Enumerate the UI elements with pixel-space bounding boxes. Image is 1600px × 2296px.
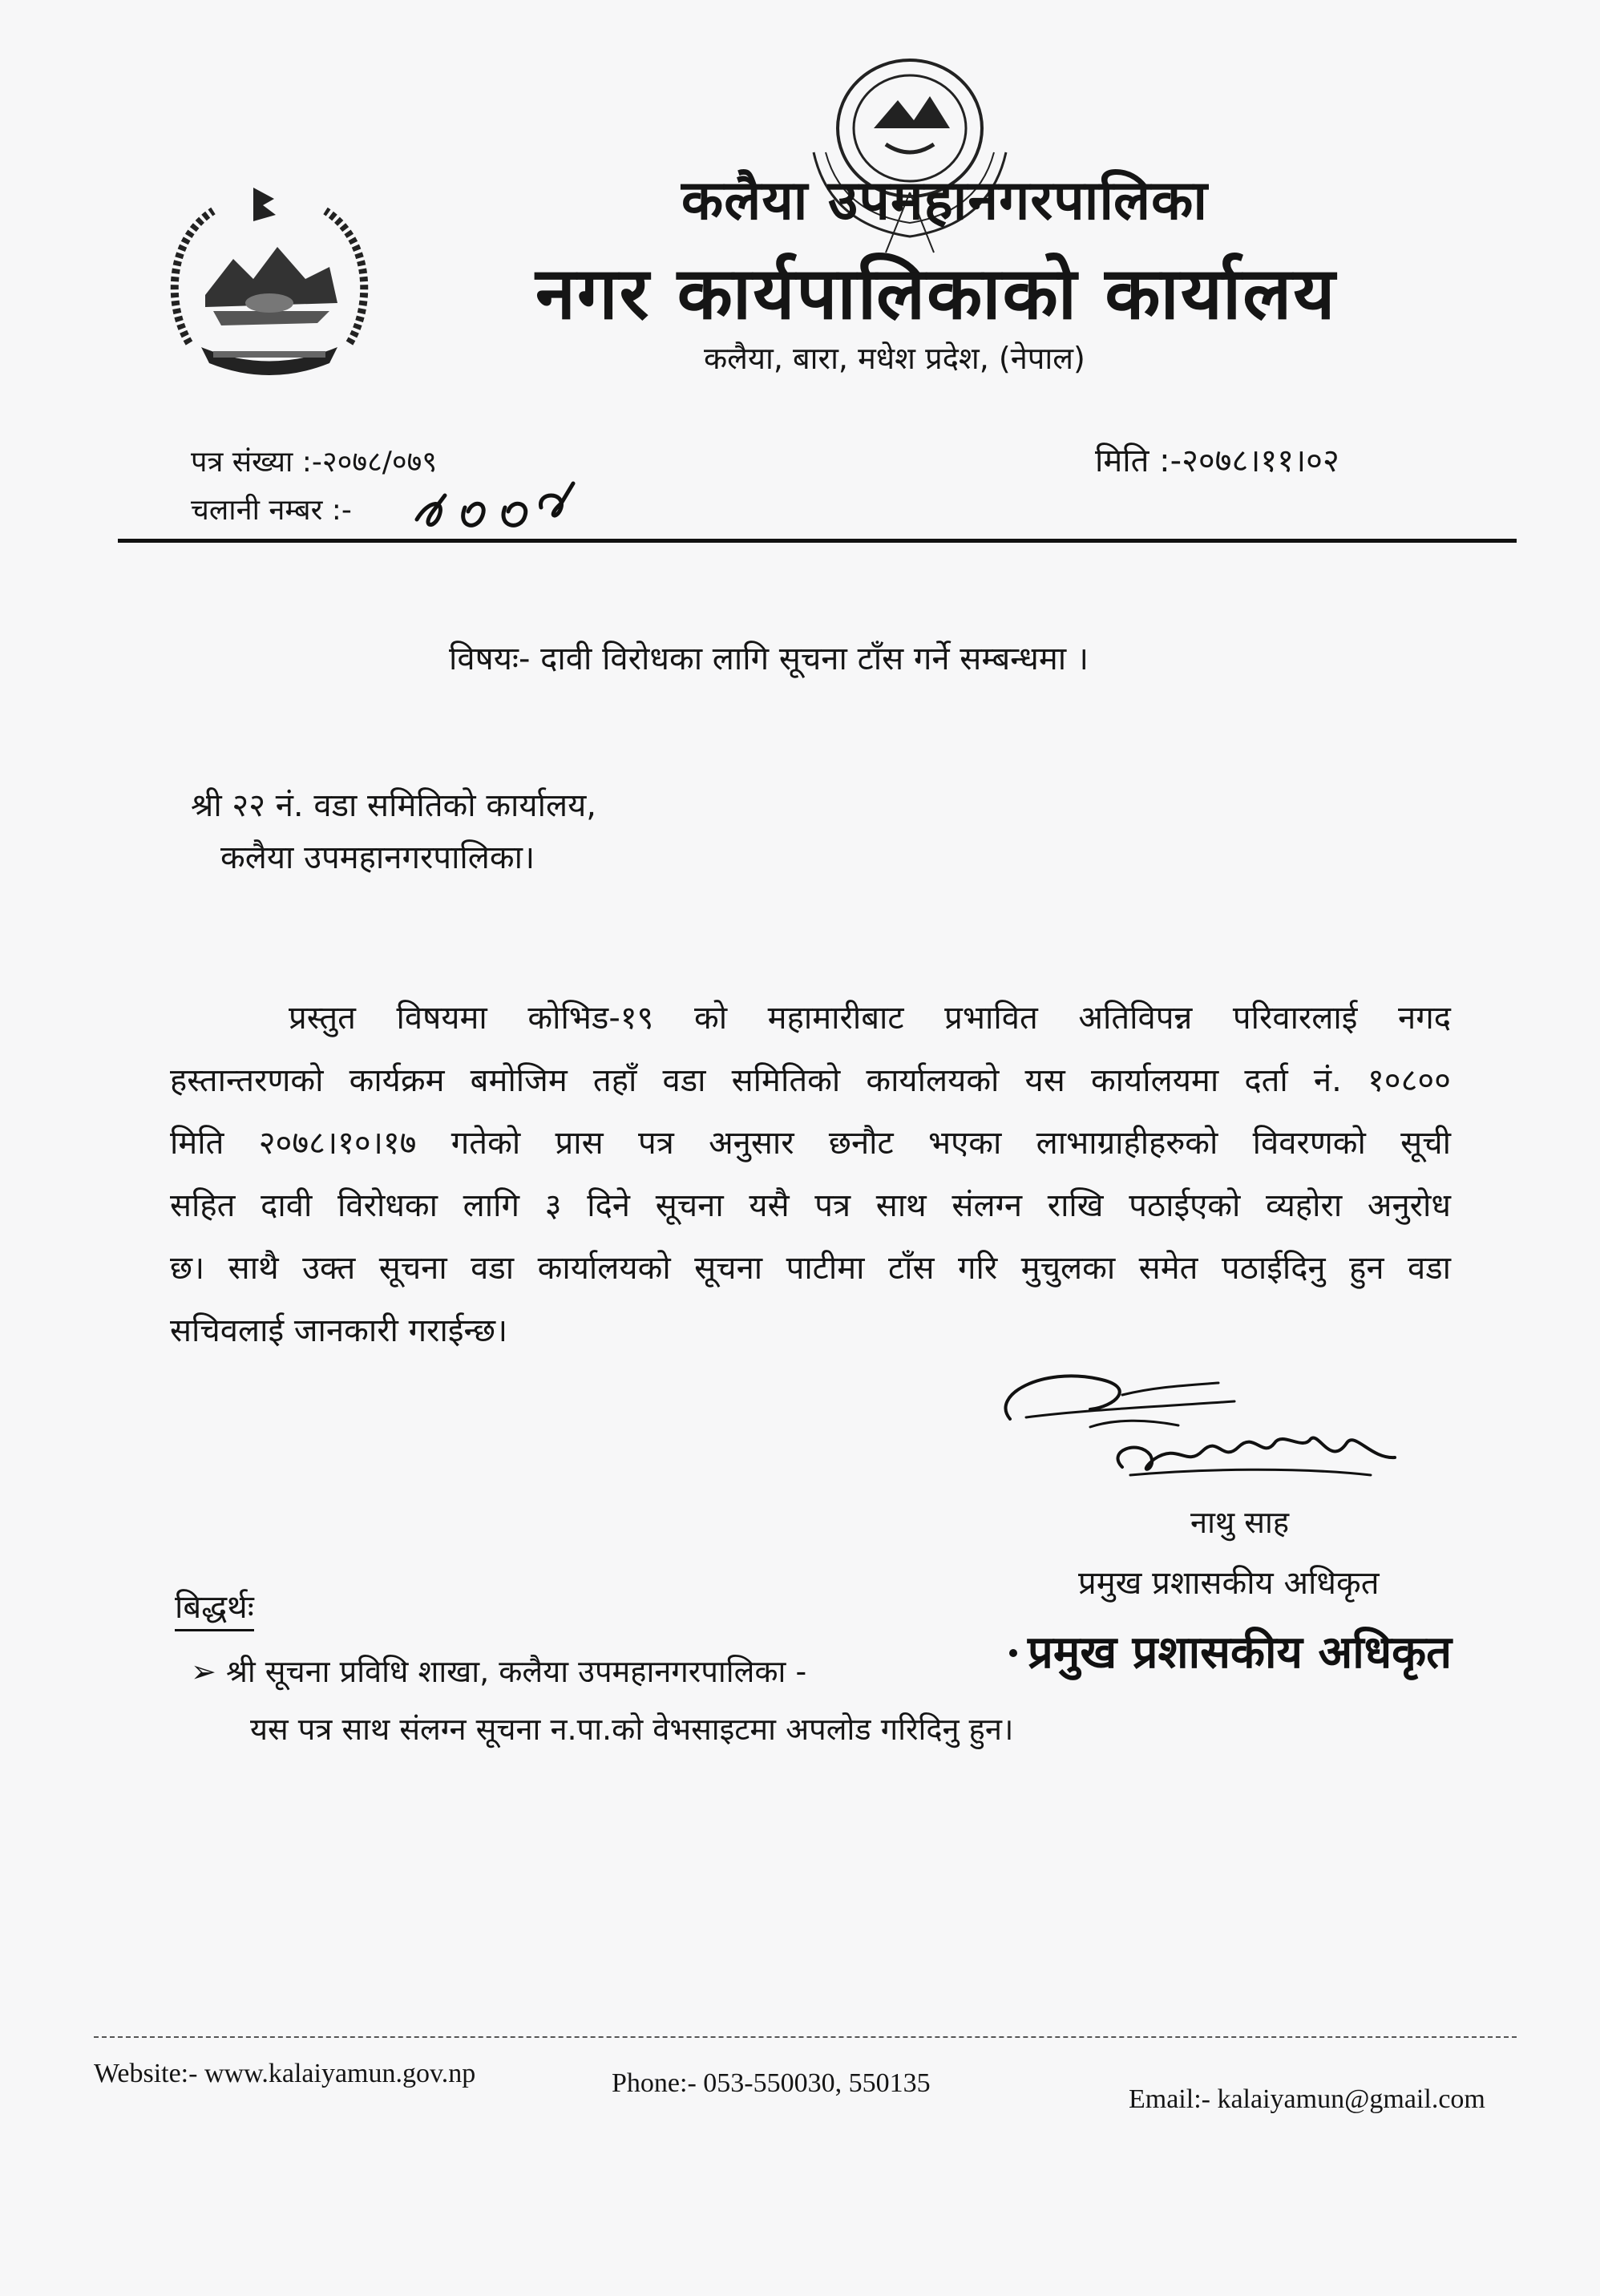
dispatch-number-handwritten bbox=[409, 471, 593, 544]
footer-email: Email:- kalaiyamun@gmail.com bbox=[1129, 2084, 1485, 2114]
letter-number: पत्र संख्या :-२०७८/०७९ bbox=[191, 446, 438, 479]
signatory-title: प्रमुख प्रशासकीय अधिकृत bbox=[1078, 1565, 1380, 1602]
body-text-line: प्रस्तुत विषयमा कोभिड-१९ को महामारीबाट प्रभावित अतिविपन्न परिवारलाई नगद bbox=[289, 1000, 1451, 1037]
body-text-line: सचिवलाई जानकारी गराईन्छ। bbox=[170, 1312, 508, 1349]
header-divider bbox=[118, 539, 1517, 543]
letter-subject: विषयः- दावी विरोधका लागि सूचना टाँस गर्ने सम्बन्धमा । bbox=[449, 641, 1089, 677]
dispatch-number-label: चलानी नम्बर :- bbox=[191, 494, 352, 527]
handwritten-signature bbox=[994, 1363, 1443, 1503]
body-text-line: छ। साथै उक्त सूचना वडा कार्यालयको सूचना पाटीमा टाँस गरि मुचुलका समेत पठाईदिनु हुन वडा bbox=[170, 1250, 1451, 1287]
stamp-text: प्रमुख प्रशासकीय अधिकृत bbox=[1028, 1627, 1453, 1679]
body-text-line: मिति २०७८।१०।१७ गतेको प्रास पत्र अनुसार छनौट भएका लाभाग्राहीहरुको विवरणको सूची bbox=[170, 1125, 1451, 1162]
footer-website: Website:- www.kalaiyamun.gov.np bbox=[94, 2059, 476, 2088]
arrow-bullet-icon: ➢ bbox=[191, 1654, 216, 1689]
office-address: कलैया, बारा, मधेश प्रदेश, (नेपाल) bbox=[704, 341, 1085, 376]
body-text-line: सहित दावी विरोधका लागि ३ दिने सूचना यसै पत्र साथ संलग्न राखि पठाईएको व्यहोरा अनुरोध bbox=[170, 1187, 1451, 1224]
footer-divider bbox=[94, 2036, 1517, 2038]
letter-date: मिति :-२०७८।११।०२ bbox=[1095, 443, 1339, 479]
nepal-emblem-icon bbox=[157, 183, 382, 383]
signatory-name: नाथु साह bbox=[1190, 1505, 1290, 1540]
municipality-name: कलैया उपमहानगरपालिका bbox=[681, 169, 1208, 232]
body-text-line: हस्तान्तरणको कार्यक्रम बमोजिम तहाँ वडा समितिको कार्यालयको यस कार्यालयमा दर्ता नं. १०८०० bbox=[170, 1062, 1451, 1099]
footer-phone: Phone:- 053-550030, 550135 bbox=[612, 2068, 931, 2098]
cc-item bbox=[191, 1650, 806, 1692]
recipient-line: कलैया उपमहानगरपालिका। bbox=[220, 839, 535, 876]
cc-heading: बिद्धर्थः bbox=[175, 1583, 254, 1631]
office-name: नगर कार्यपालिकाको कार्यालय bbox=[535, 252, 1337, 336]
title-rubber-stamp bbox=[1004, 1611, 1469, 1692]
recipient-line: श्री २२ नं. वडा समितिको कार्यालय, bbox=[191, 787, 597, 824]
cc-item-text: श्री सूचना प्रविधि शाखा, कलैया उपमहानगरपालिका - bbox=[225, 1654, 807, 1689]
cc-item-continuation: यस पत्र साथ संलग्न सूचना न.पा.को वेभसाइटमा अपलोड गरिदिनु हुन। bbox=[250, 1712, 1014, 1747]
